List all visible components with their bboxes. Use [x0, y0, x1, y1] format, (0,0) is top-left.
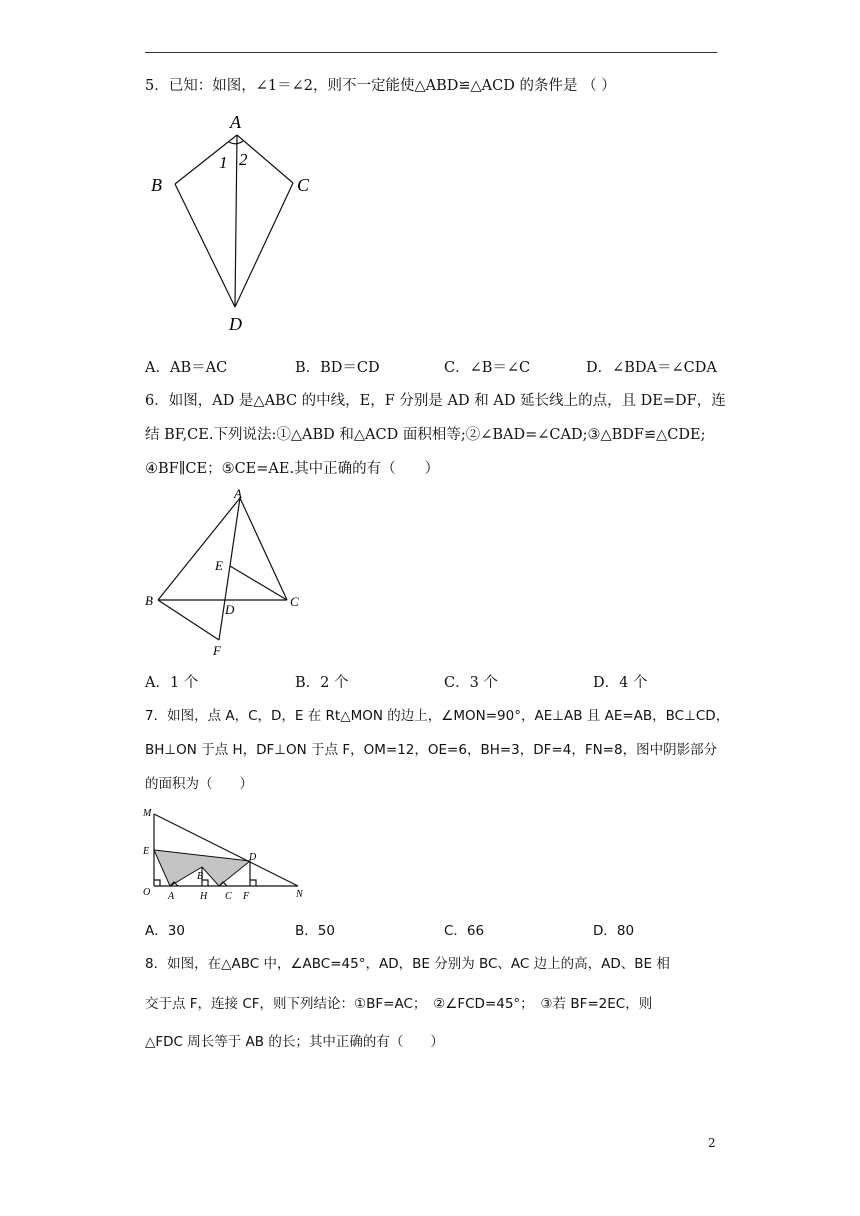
q6-label-d: D [225, 602, 235, 617]
q6-figure [143, 486, 313, 661]
page-number: 2 [708, 1136, 716, 1150]
q6-label-f: F [213, 643, 221, 658]
q5-option-b: B．BD＝CD [295, 360, 380, 376]
q6-option-d: D．4 个 [593, 675, 648, 691]
q6-option-c: C．3 个 [444, 675, 498, 691]
q5-label-angle1: 1 [219, 153, 228, 172]
q5-option-a: A．AB＝AC [145, 360, 228, 376]
q6-stem-line-1: 6．如图，AD 是△ABC 的中线，E，F 分别是 AD 和 AD 延长线上的点，且 DE=DF，连 [145, 393, 726, 409]
q5-stem: 5．已知：如图，∠1＝∠2，则不一定能使△ABD≌△ACD 的条件是 （ ） [145, 78, 616, 94]
q7-option-c: C．66 [444, 923, 485, 939]
q7-label-d: D [249, 852, 257, 863]
q7-label-b: B [197, 871, 204, 882]
q7-label-m: M [143, 808, 152, 819]
q7-stem-line-1: 7．如图，点 A，C，D，E 在 Rt△MON 的边上，∠MON=90°，AE⊥AB 且 AE=AB，BC⊥CD， [145, 708, 730, 724]
q7-stem-line-2: BH⊥ON 于点 H，DF⊥ON 于点 F，OM=12，OE=6，BH=3，DF=4，FN=8，图中阴影部分 [145, 742, 718, 758]
header-rule [145, 52, 717, 53]
q7-option-d: D．80 [593, 923, 635, 939]
q5-figure [145, 110, 315, 340]
q7-label-n: N [296, 889, 303, 900]
q6-label-a: A [234, 486, 242, 501]
q7-option-b: B．50 [295, 923, 335, 939]
q8-stem-line-2: 交于点 F，连接 CF，则下列结论：①BF=AC； ②∠FCD=45°； ③若 BF=2EC，则 [145, 996, 653, 1012]
q5-label-c: C [297, 175, 310, 195]
q5-option-c: C．∠B＝∠C [444, 360, 531, 376]
q6-label-e: E [215, 558, 223, 573]
q6-label-c: C [290, 594, 299, 609]
q6-option-b: B．2 个 [295, 675, 349, 691]
q5-option-d: D．∠BDA＝∠CDA [586, 360, 717, 376]
q6-label-b: B [145, 593, 153, 608]
q7-label-f: F [243, 891, 250, 902]
q5-label-a: A [230, 112, 241, 132]
q7-label-o: O [143, 887, 151, 898]
q7-option-a: A．30 [145, 923, 185, 939]
q6-stem-line-3: ④BF∥CE；⑤CE=AE.其中正确的有（ ） [145, 461, 440, 477]
q5-label-angle2: 2 [239, 150, 248, 169]
q8-stem-line-1: 8．如图，在△ABC 中，∠ABC=45°，AD，BE 分别为 BC、AC 边上的高，AD、BE 相 [145, 956, 670, 972]
q6-stem-line-2: 结 BF,CE.下列说法:①△ABD 和△ACD 面积相等;②∠BAD=∠CAD;③△BDF≌△CDE; [145, 427, 706, 443]
q7-label-a: A [168, 891, 175, 902]
q8-stem-line-3: △FDC 周长等于 AB 的长；其中正确的有（ ） [145, 1034, 444, 1050]
q7-label-h: H [200, 891, 208, 902]
q5-label-d: D [229, 314, 242, 334]
q7-label-e: E [143, 846, 150, 857]
q5-label-b: B [151, 175, 162, 195]
q6-option-a: A．1 个 [145, 675, 199, 691]
q7-label-c: C [225, 891, 232, 902]
q7-stem-line-3: 的面积为（ ） [145, 776, 253, 792]
q7-figure [140, 804, 310, 904]
